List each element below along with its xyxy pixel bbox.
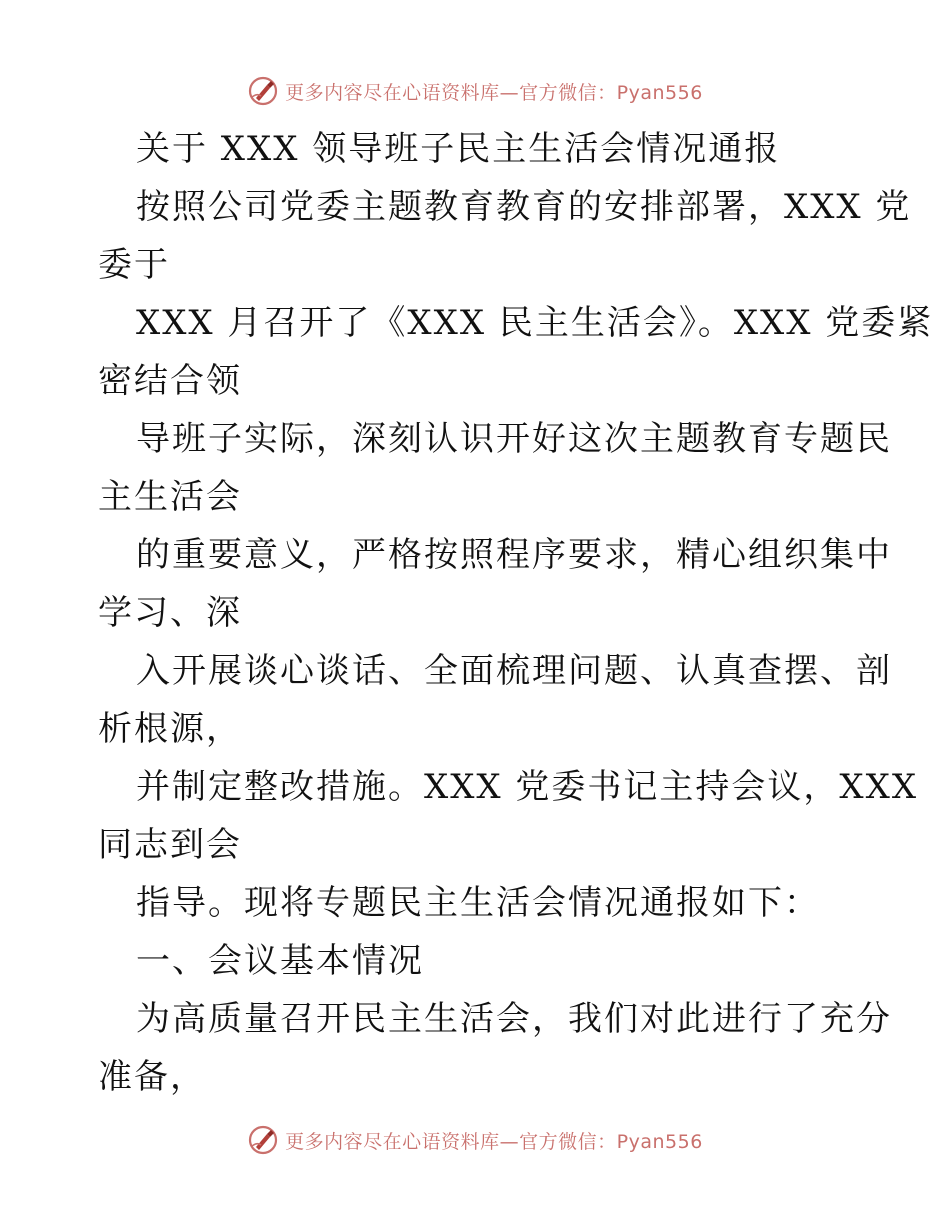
document-title: 关于 XXX 领导班子民主生活会情况通报 [136, 129, 781, 169]
paragraph-line: 学习、深 [98, 593, 242, 633]
paragraph-line: 按照公司党委主题教育教育的安排部署，XXX 党 [136, 187, 912, 227]
section-heading: 一、会议基本情况 [136, 941, 424, 981]
header-banner [0, 71, 950, 111]
footer-banner [0, 1120, 950, 1160]
paragraph-line: 并制定整改措施。XXX 党委书记主持会议，XXX [136, 767, 919, 807]
paragraph-line: 入开展谈心谈话、全面梳理问题、认真查摆、剖 [136, 651, 892, 691]
banner-text: 更多内容尽在心语资料库—官方微信：Pyan556 [285, 1130, 703, 1153]
banner-text: 更多内容尽在心语资料库—官方微信：Pyan556 [285, 81, 703, 104]
paragraph-line: 的重要意义，严格按照程序要求，精心组织集中 [136, 535, 892, 575]
paragraph-line: 密结合领 [98, 361, 242, 401]
paragraph-line: 指导。现将专题民主生活会情况通报如下： [136, 883, 820, 923]
document-body [98, 120, 934, 1106]
paragraph-line: 析根源， [98, 709, 242, 749]
paragraph-line: 导班子实际，深刻认识开好这次主题教育专题民 [136, 419, 892, 459]
pen-logo-icon [247, 75, 279, 107]
paragraph-line: 准备， [98, 1057, 206, 1097]
paragraph-line: XXX 月召开了《XXX 民主生活会》。XXX 党委紧 [136, 303, 934, 343]
paragraph-line: 主生活会 [98, 477, 242, 517]
paragraph-line: 委于 [98, 245, 170, 285]
paragraph-line: 同志到会 [98, 825, 242, 865]
paragraph-line: 为高质量召开民主生活会，我们对此进行了充分 [136, 999, 892, 1039]
pen-logo-icon [247, 1124, 279, 1156]
